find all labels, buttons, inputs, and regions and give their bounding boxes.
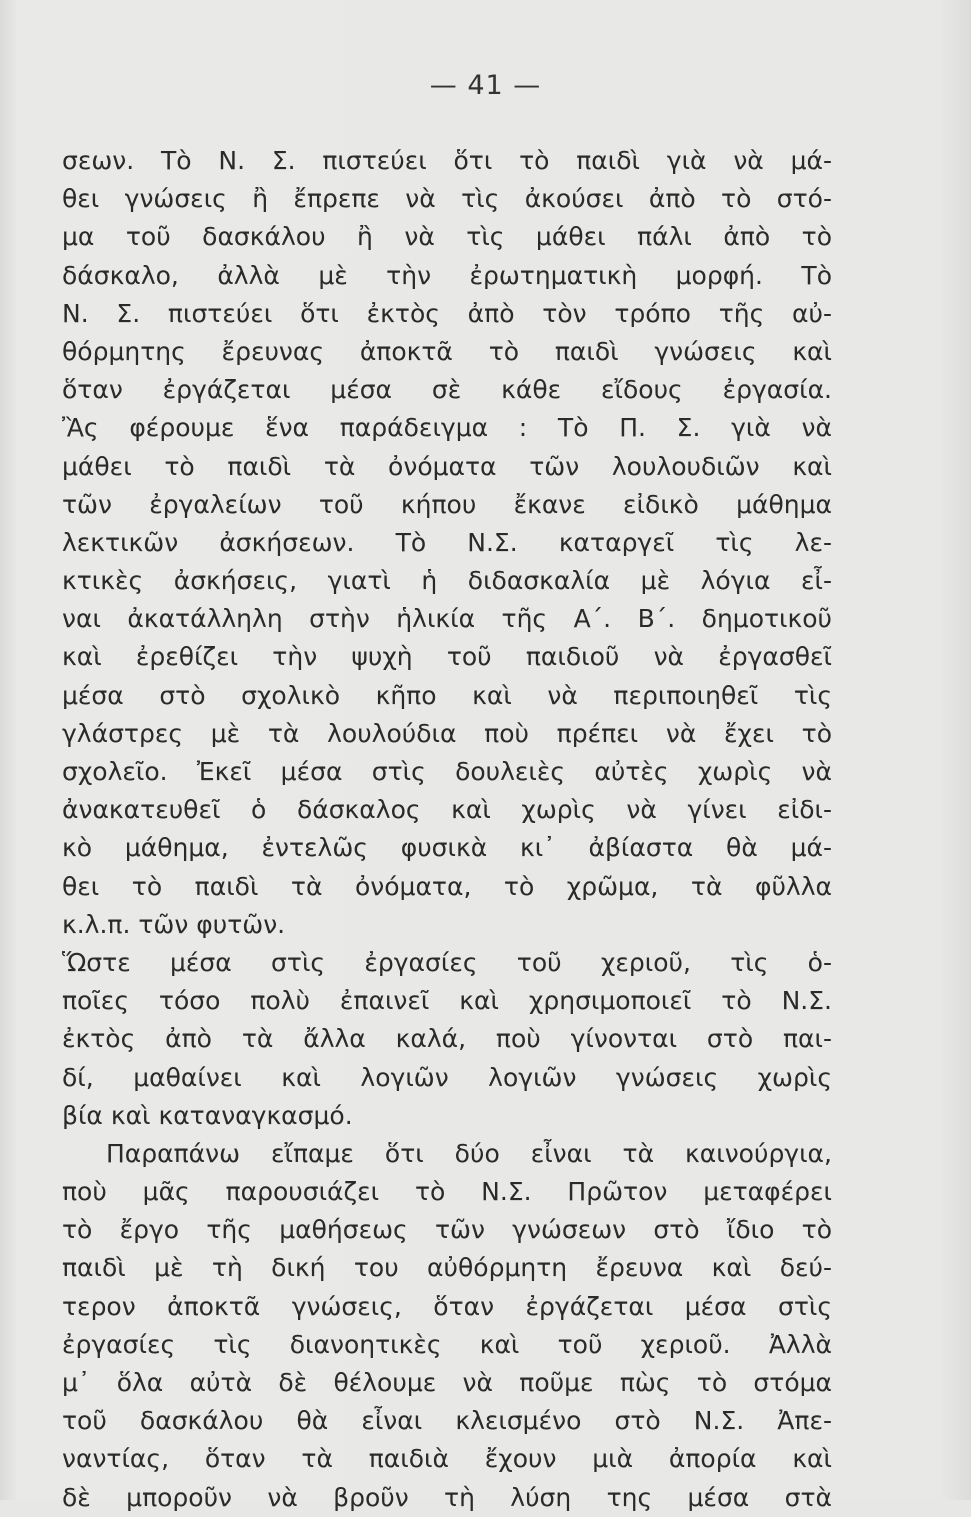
- text-line: κτικὲς ἀσκήσεις, γιατὶ ἡ διδασκαλία μὲ λόγια εἶ-: [62, 566, 832, 596]
- text-line: παιδὶ μὲ τὴ δική του αὐθόρμητη ἔρευνα καὶ δεύ-: [62, 1253, 832, 1283]
- text-line: λεκτικῶν ἀσκήσεων. Τὸ Ν.Σ. καταργεῖ τὶς λε-: [62, 527, 832, 557]
- text-line: μάθει τὸ παιδὶ τὰ ὀνόματα τῶν λουλουδιῶν καὶ: [62, 451, 832, 481]
- text-line: γλάστρες μὲ τὰ λουλούδια ποὺ πρέπει νὰ ἔχει τὸ: [62, 718, 832, 748]
- text-line: θει τὸ παιδὶ τὰ ὀνόματα, τὸ χρῶμα, τὰ φῦλλα: [62, 871, 832, 901]
- text-line: τὸ ἔργο τῆς μαθήσεως τῶν γνώσεων στὸ ἴδιο τὸ: [62, 1215, 832, 1245]
- text-line: ποὺ μᾶς παρουσιάζει τὸ Ν.Σ. Πρῶτον μεταφέρει: [62, 1177, 832, 1207]
- text-line: Ὥστε μέσα στὶς ἐργασίες τοῦ χεριοῦ, τὶς ὁ-: [62, 947, 832, 977]
- text-line: δάσκαλο, ἀλλὰ μὲ τὴν ἐρωτηματικὴ μορφή. Τὸ: [62, 260, 832, 290]
- text-line: ἐργασίες τὶς διανοητικὲς καὶ τοῦ χεριοῦ. Ἀλλὰ: [62, 1329, 832, 1359]
- text-line: Ν. Σ. πιστεύει ὅτι ἐκτὸς ἀπὸ τὸν τρόπο τῆς αὐ-: [62, 298, 832, 328]
- page-number: — 41 —: [429, 70, 542, 101]
- text-line: δί, μαθαίνει καὶ λογιῶν λογιῶν γνώσεις χωρὶς: [62, 1062, 832, 1092]
- text-line: μα τοῦ δασκάλου ἢ νὰ τὶς μάθει πάλι ἀπὸ τὸ: [62, 222, 832, 252]
- text-line: ὅταν ἐργάζεται μέσα σὲ κάθε εἴδους ἐργασία.: [62, 375, 832, 405]
- text-line: τερον ἀποκτᾶ γνώσεις, ὅταν ἐργάζεται μέσα στὶς: [62, 1291, 832, 1321]
- text-line: ἀνακατευθεῖ ὁ δάσκαλος καὶ χωρὶς νὰ γίνει εἰδι-: [62, 795, 832, 825]
- text-line: τῶν ἐργαλείων τοῦ κήπου ἔκανε εἰδικὸ μάθημα: [62, 489, 832, 519]
- text-line: κὸ μάθημα, ἐντελῶς φυσικὰ κι᾽ ἀβίαστα θὰ μά-: [62, 833, 832, 863]
- body-text: [62, 142, 832, 1517]
- text-line: τοῦ δασκάλου θὰ εἶναι κλεισμένο στὸ Ν.Σ. Ἀπε-: [62, 1406, 832, 1436]
- text-line: ἐκτὸς ἀπὸ τὰ ἄλλα καλά, ποὺ γίνονται στὸ παι-: [62, 1024, 832, 1054]
- text-line: μέσα στὸ σχολικὸ κῆπο καὶ νὰ περιποιηθεῖ τὶς: [62, 680, 832, 710]
- text-line: δὲ μποροῦν νὰ βροῦν τὴ λύση της μέσα στὰ: [62, 1482, 832, 1512]
- text-line: βία καὶ καταναγκασμό.: [62, 1100, 353, 1130]
- text-line: καὶ ἐρεθίζει τὴν ψυχὴ τοῦ παιδιοῦ νὰ ἐργασθεῖ: [62, 642, 832, 672]
- text-line: Ἂς φέρουμε ἕνα παράδειγμα : Τὸ Π. Σ. γιὰ νὰ: [62, 413, 832, 443]
- text-line: θει γνώσεις ἢ ἔπρεπε νὰ τὶς ἀκούσει ἀπὸ τὸ στό-: [62, 184, 832, 214]
- text-line: ναι ἀκατάλληλη στὴν ἡλικία τῆς Α΄. Β΄. δημοτικοῦ: [62, 604, 832, 634]
- text-line: ναντίας, ὅταν τὰ παιδιὰ ἔχουν μιὰ ἀπορία καὶ: [62, 1444, 832, 1474]
- text-line: Παραπάνω εἴπαμε ὅτι δύο εἶναι τὰ καινούργια,: [106, 1138, 832, 1168]
- text-line: ποῖες τόσο πολὺ ἐπαινεῖ καὶ χρησιμοποιεῖ τὸ Ν.Σ.: [62, 986, 832, 1016]
- text-line: μ᾽ ὅλα αὐτὰ δὲ θέλουμε νὰ ποῦμε πὼς τὸ στόμα: [62, 1368, 832, 1397]
- text-line: σχολεῖο. Ἐκεῖ μέσα στὶς δουλειὲς αὐτὲς χωρὶς νὰ: [62, 757, 832, 786]
- text-line: σεων. Τὸ Ν. Σ. πιστεύει ὅτι τὸ παιδὶ γιὰ νὰ μά-: [62, 146, 832, 175]
- text-line: θόρμητης ἔρευνας ἀποκτᾶ τὸ παιδὶ γνώσεις καὶ: [62, 336, 832, 366]
- text-line: κ.λ.π. τῶν φυτῶν.: [62, 909, 286, 939]
